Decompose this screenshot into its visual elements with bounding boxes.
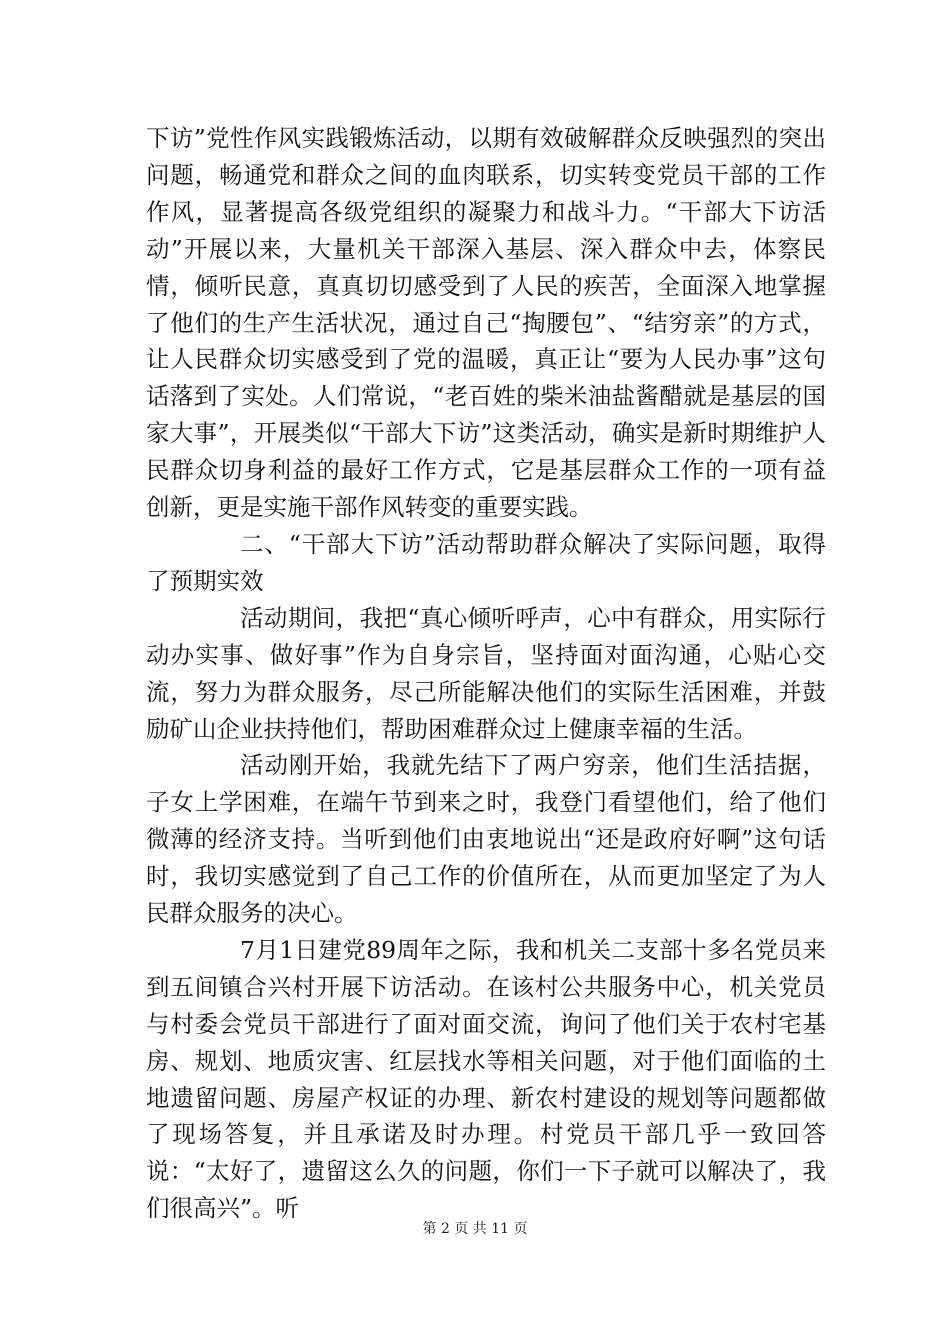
body-text bbox=[146, 120, 826, 1227]
paragraph-activity-period: 活动期间，我把“真心倾听呼声，心中有群众，用实际行动办实事、做好事”作为自身宗旨，坚持面对面沟通，心贴心交流，努力为群众服务，尽己所能解决他们的实际生活困难，并鼓励矿山企业扶持他们，帮助困难群众过上健康幸福的生活。 bbox=[146, 603, 826, 743]
paragraph-intro-continuation: 下访”党性作风实践锻炼活动，以期有效破解群众反映强烈的突出问题，畅通党和群众之间的血肉联系，切实转变党员干部的工作作风，显著提高各级党组织的凝聚力和战斗力。“干部大下访活动”开展以来，大量机关干部深入基层、深入群众中去，体察民情，倾听民意，真真切切感受到了人民的疾苦，全面深入地掌握了他们的生产生活状况，通过自己“掏腰包”、“结穷亲”的方式，让人民群众切实感受到了党的温暖，真正让“要为人民办事”这句话落到了实处。人们常说，“老百姓的柴米油盐酱醋就是基层的国家大事”，开展类似“干部大下访”这类活动，确实是新时期维护人民群众切身利益的最好工作方式，它是基层群众工作的一项有益创新，更是实施干部作风转变的重要实践。 bbox=[146, 124, 826, 522]
section-heading-2: 二、“干部大下访”活动帮助群众解决了实际问题，取得了预期实效 bbox=[146, 529, 826, 595]
page-number: 第 2 页 共 11 页 bbox=[422, 1221, 528, 1237]
paragraph-july-first-visit: 7月1日建党89周年之际，我和机关二支部十多名党员来到五间镇合兴村开展下访活动。在该村公共服务中心，机关党员与村委会党员干部进行了面对面交流，询问了他们关于农村宅基房、规划、地质灾害、红层找水等相关问题，对于他们面临的土地遗留问题、房屋产权证的办理、新农村建设的规划等问题都做了现场答复，并且承诺及时办理。村党员干部几乎一致回答说：“太好了，遗留这么久的问题，你们一下子就可以解决了，我们很高兴”。听 bbox=[146, 935, 826, 1223]
paragraph-poor-relatives: 活动刚开始，我就先结下了两户穷亲，他们生活拮据，子女上学困难，在端午节到来之时，我登门看望他们，给了他们微薄的经济支持。当听到他们由衷地说出“还是政府好啊”这句话时，我切实感觉到了自己工作的价值所在，从而更加坚定了为人民群众服务的决心。 bbox=[146, 751, 826, 928]
